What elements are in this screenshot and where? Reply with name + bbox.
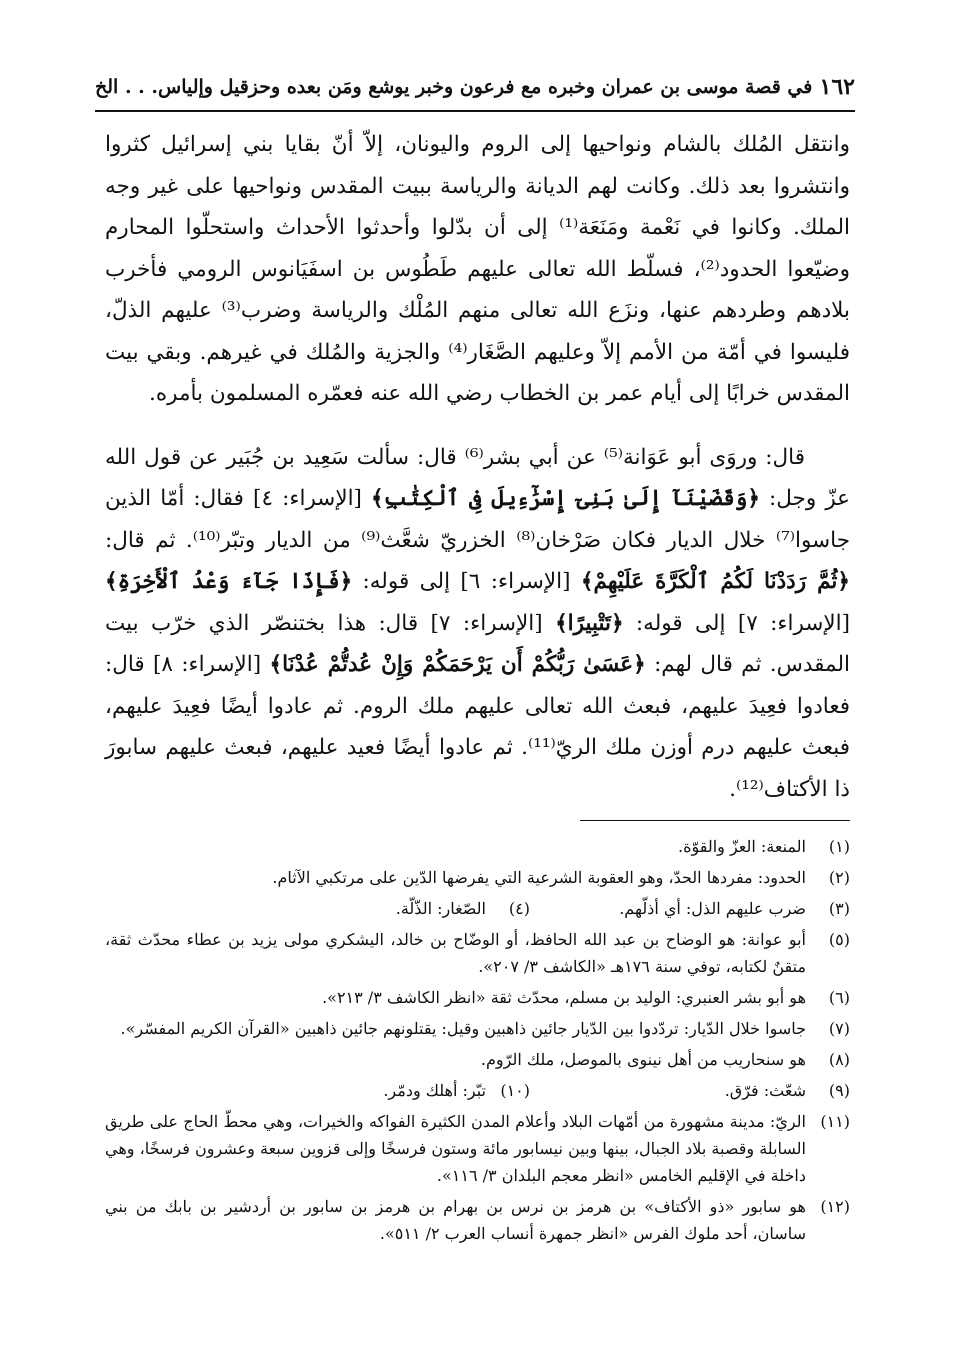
footnote-text: ضرب عليهم الذل: أي أذلّهم. [619,899,806,918]
text-segment: [الإسراء: ٨] قال: فعادوا فعِيدَ عليهم، فبعث الله تعالى عليهم ملك الروم. ثم عادوا أيضًا فعِيدَ عليهم، فبعث عليهم درم أوزن ملك الريّ⁽¹¹⁾. ثم عادوا أيضًا فعيد عليهم، فبعث عليهم سابورَ ذا الأكتاف⁽¹²⁾. [105,652,851,802]
footnote-number: (٩) [828,1081,850,1100]
footnote-number: (٤) [508,899,530,918]
footnote-number: (١١) [820,1112,850,1131]
paragraph-1: وانتقل المُلك بالشام ونواحيها إلى الروم واليونان، إلاّ أنّ بقايا بني إسرائيل كثروا وانتشروا بعد ذلك. وكانت لهم الديانة والرياسة ببيت المقدس ونواحيها على غير وجه الملك. وكانوا في نَعْمة ومَنَعَة⁽¹⁾ إلى أن بدّلوا وأحدثوا الأحداث واستحلّوا المحارم وضيّعوا الحدود⁽²⁾، فسلّط الله تعالى عليهم طَطُوس بن اسفَيَانوس الرومي فأخرب بلادهم وطردهم عنها، ونزَع الله تعالى منهم المُلْك والرياسة وضرب⁽³⁾ عليهم الذلّ، فليسوا في أمّة من الأمم إلاّ وعليهم الصَّغَار⁽⁴⁾ والجزية والمُلك في غيرهم. وبقي بيت المقدس خرابًا إلى أيام عمر بن الخطاب رضي الله عنه فعمّره المسلمون بأمره. [105,132,850,406]
text-segment: [الإسراء: ٧] إلى قوله: [623,610,850,636]
footnote [383,1077,530,1104]
footnote-text: الحدود: مفردها الحدّ، وهو العقوبة الشرعية التي يفرضها الدّين على مرتكبي الآثام. [272,868,806,887]
footnote-pair [105,895,850,922]
main-text [105,124,850,810]
footnote [396,895,530,922]
quran-verse: ﴿ثُمَّ رَدَدْنَا لَكُمُ ٱلْكَرَّةَ عَلَيْهِمْ﴾ [580,569,851,594]
text-segment: قال: وروَى أبو عَوَانة⁽⁵⁾ عن أبي بشر⁽⁶⁾ قال: سألت سَعِيد بن جُبَير عن قول الله عزّ وجل: [105,444,851,511]
footnote [105,1015,850,1042]
footnote-number: (٦) [828,988,850,1007]
footnote [530,1077,850,1104]
running-title: في قصة موسى بن عمران وخبره مع فرعون وخبر يوشع ومَن بعده وحزقيل وإلياس. . . الخ [95,76,813,98]
footnote-pair [105,1077,850,1104]
footnote [105,1108,850,1189]
footnote-text: هو سابور «ذو الأكتاف» بن هرمز بن نرس بن بهرام بن هرمز بن سابور بن أردشير بن بابك من بني ساسان، أحد ملوك الفرس «انظر جمهرة أنساب العرب ٢/ ٥١١». [105,1197,806,1243]
footnote-text: هو أبو بشر العنبري: الوليد بن مسلم، محدّث ثقة «انظر الكاشف ٣/ ٢١٣». [322,988,806,1007]
footnote-text: المنعة: العزّ والقوّة. [678,837,806,856]
footnote [105,833,850,860]
quran-verse: ﴿عَسَىٰ رَبُّكُمْ أَن يَرْحَمَكُمْ وَإِنْ عُدتُّمْ عُدْنَا﴾ [269,652,646,677]
footnote [105,1193,850,1247]
footnote-number: (٧) [828,1019,850,1038]
footnote-text: هو سنحاريب من أهل نينوى بالموصل، ملك الرّوم. [480,1050,806,1069]
footnote-number: (١٢) [820,1197,850,1216]
footnote-text: الريّ: مدينة مشهورة من أمّهات البلاد وأعلام المدن الكثيرة الفواكه والخيرات، وهي محطّ الحاج على طريق السابلة وقصبة بلاد الجبال، بينها وبين نيسابور مائة وستون فرسخًا وإلى قزوين سبعة وعشرون فرسخًا، وهي داخلة في الإقليم الخامس «انظر معجم البلدان ٣/ ١١٦». [105,1112,806,1185]
footnote-text: الصّغار: الذّلّة. [395,899,486,918]
text-segment: [الإسراء: ٤] فقال: أمّا الذين جاسوا⁽⁷⁾ خلال الديار فكان صَرْخان⁽⁸⁾ الخزريّ شعَّث⁽⁹⁾ من الديار وتبّر⁽¹⁰⁾. ثم قال: [105,486,850,553]
footnote-text: تبّر: أهلك ودمّر. [383,1081,486,1100]
text-segment: [الإسراء: ٦] إلى قوله: [352,569,581,594]
footnote [105,984,850,1011]
footnote-number: (١) [828,837,850,856]
page-number: ١٦٢ [819,74,855,100]
footnote-number: (٢) [828,868,850,887]
footnote-text: أبو عوانة: هو الوضاح بن عبد الله الحافظ، أو الوضّاح بن خالد، اليشكري مولى يزيد بن عطاء محدّث ثقة، متقنٌ لكتابه، توفي سنة ١٧٦هـ «الكاشف ٣/ ٢٠٧». [105,930,806,976]
footnote-number: (٥) [828,930,850,949]
footnote [530,895,850,922]
footnote [105,1046,850,1073]
footnote-divider [580,820,850,821]
header-divider [95,110,855,112]
footnotes [105,833,850,1251]
footnote [105,926,850,980]
footnote-text: شعّث: فرّق. [724,1081,806,1100]
paragraph-2 [105,437,850,811]
footnote [105,864,850,891]
quran-verse: ﴿وَقَضَيْنَآ إِلَىٰ بَنِىٓ إِسْرَٰٓءِيلَ فِى ٱلْكِتَٰبِ﴾ [371,486,760,511]
footnote-number: (٣) [828,899,850,918]
footnote-text: جاسوا خلال الدّيار: تردّدوا بين الدّيار جائين ذاهبين وقيل: يقتلونهم جائين ذاهبين «القرآن الكريم المفسّر». [120,1019,806,1038]
text-segment: [الإسراء: ٧] قال: هذا بختنصّر الذي خرّب بيت المقدس. ثم قال لهم: [105,610,850,677]
footnote-number: (٨) [828,1050,850,1069]
footnote-number: (١٠) [500,1081,530,1100]
page-header [95,70,855,104]
quran-verse: ﴿تَتْبِيرًا﴾ [555,610,624,636]
quran-verse: ﴿فَإِذَا جَآءَ وَعْدُ ٱلْأَخِرَةِ﴾ [105,569,353,594]
